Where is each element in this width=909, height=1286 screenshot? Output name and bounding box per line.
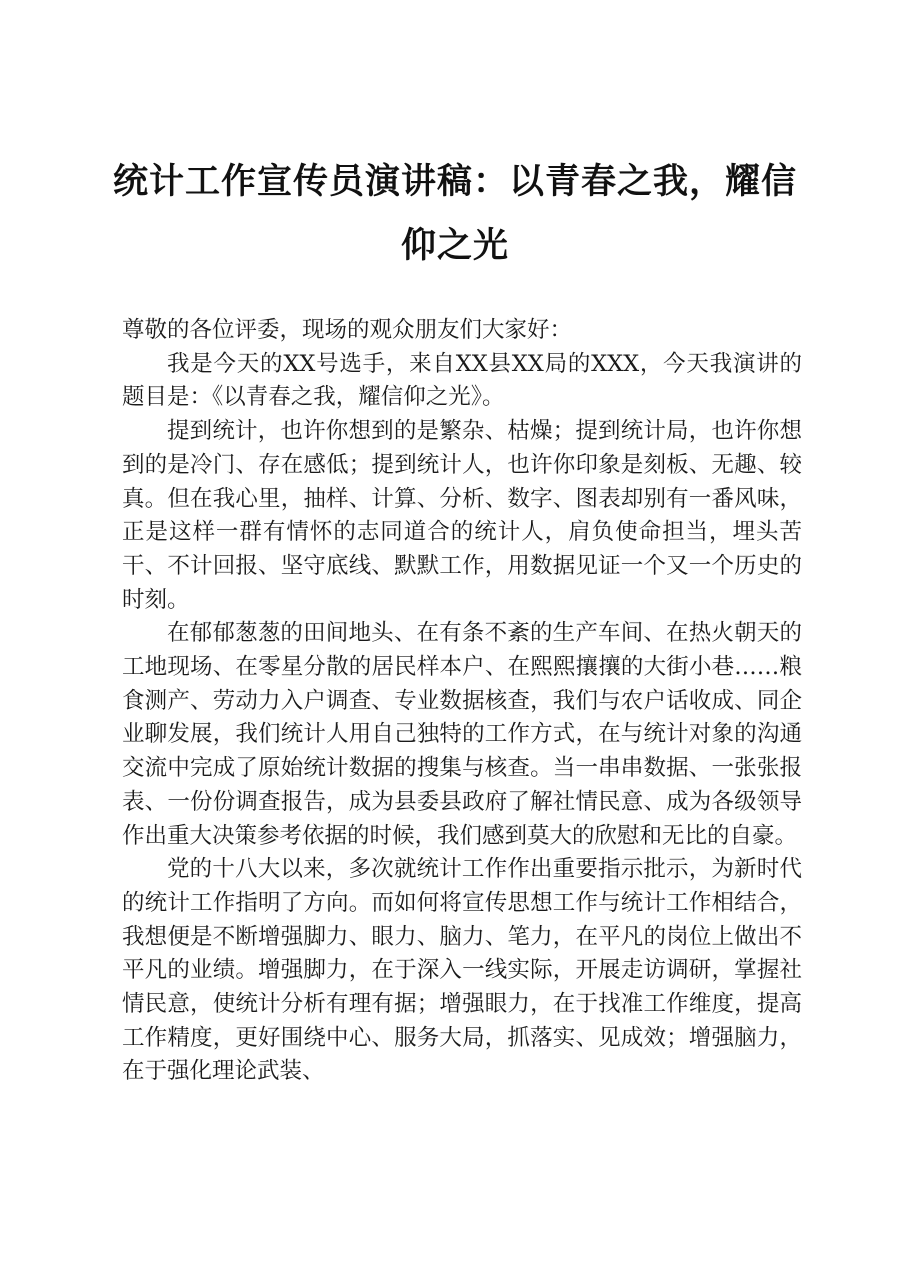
paragraph: 在郁郁葱葱的田间地头、在有条不紊的生产车间、在热火朝天的工地现场、在零星分散的居民样本户、在熙熙攘攘的大街小巷……粮食测产、劳动力入户调查、专业数据核查，我们与农户话收成、同企业聊发展，我们统计人用自己独特的工作方式，在与统计对象的沟通交流中完成了原始统计数据的搜集与核查。当一串串数据、一张张报表、一份份调查报告，成为县委县政府了解社情民意、成为各级领导作出重大决策参考依据的时候，我们感到莫大的欣慰和无比的自豪。 — [122, 620, 802, 849]
salutation-paragraph: 尊敬的各位评委，现场的观众朋友们大家好： — [122, 317, 573, 343]
paragraph: 提到统计，也许你想到的是繁杂、枯燥；提到统计局，也许你想到的是冷门、存在感低；提到统计人，也许你印象是刻板、无趣、较真。但在我心里，抽样、计算、分析、数字、图表却别有一番风味，正是这样一群有情怀的志同道合的统计人，肩负使命担当，埋头苦干、不计回报、坚守底线、默默工作，用数据见证一个又一个历史的时刻。 — [122, 418, 802, 613]
paragraph: 党的十八大以来，多次就统计工作作出重要指示批示，为新时代的统计工作指明了方向。而如何将宣传思想工作与统计工作相结合，我想便是不断增强脚力、眼力、脑力、笔力，在平凡的岗位上做出不平凡的业绩。增强脚力，在于深入一线实际，开展走访调研，掌握社情民意，使统计分析有理有据；增强眼力，在于找准工作维度，提高工作精度，更好围绕中心、服务大局，抓落实、见成效；增强脑力，在于强化理论武装、 — [122, 856, 802, 1085]
document-title: 统计工作宣传员演讲稿：以青春之我，耀信仰之光 — [112, 161, 797, 266]
document-body — [122, 314, 802, 1089]
paragraph: 我是今天的XX号选手，来自XX县XX局的XXX，今天我演讲的题目是：《以青春之我，耀信仰之光》。 — [122, 350, 802, 411]
